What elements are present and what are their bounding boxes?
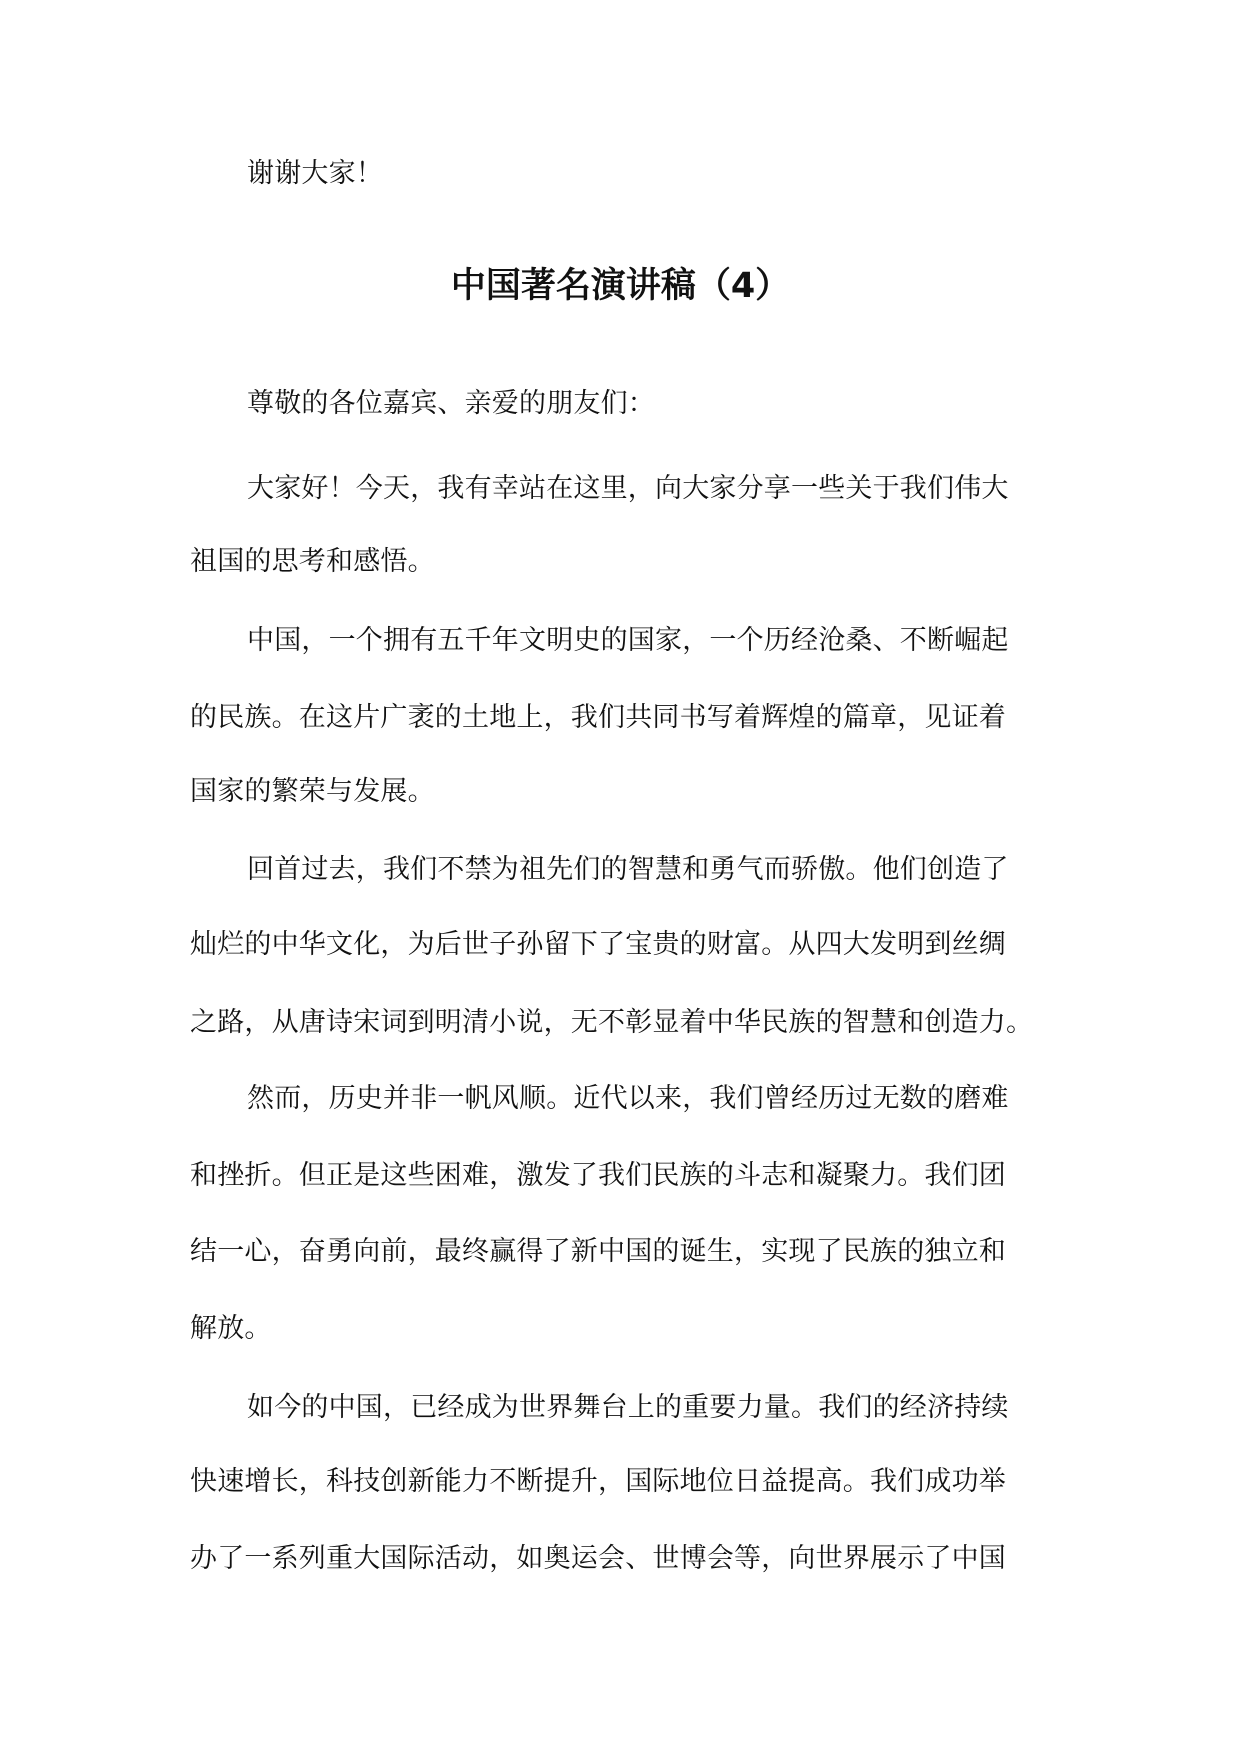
body-line: 办了一系列重大国际活动，如奥运会、世博会等，向世界展示了中国 xyxy=(190,1543,1006,1574)
closing-line: 谢谢大家！ xyxy=(247,158,383,189)
speech-title: 中国著名演讲稿（4） xyxy=(450,266,791,306)
body-line: 国家的繁荣与发展。 xyxy=(190,776,435,807)
body-line: 的民族。在这片广袤的土地上，我们共同书写着辉煌的篇章，见证着 xyxy=(190,702,1006,733)
body-line: 灿烂的中华文化，为后世子孙留下了宝贵的财富。从四大发明到丝绸 xyxy=(190,929,1006,960)
body-line: 解放。 xyxy=(190,1313,272,1344)
body-line: 祖国的思考和感悟。 xyxy=(190,546,435,577)
body-line: 快速增长，科技创新能力不断提升，国际地位日益提高。我们成功举 xyxy=(190,1466,1006,1497)
body-line: 大家好！今天，我有幸站在这里，向大家分享一些关于我们伟大 xyxy=(247,473,1009,504)
body-line: 回首过去，我们不禁为祖先们的智慧和勇气而骄傲。他们创造了 xyxy=(247,854,1009,885)
salutation-line: 尊敬的各位嘉宾、亲爱的朋友们： xyxy=(247,388,655,419)
body-line: 如今的中国，已经成为世界舞台上的重要力量。我们的经济持续 xyxy=(247,1392,1009,1423)
body-line: 之路，从唐诗宋词到明清小说，无不彰显着中华民族的智慧和创造力。 xyxy=(190,1007,1034,1038)
body-line: 中国，一个拥有五千年文明史的国家，一个历经沧桑、不断崛起 xyxy=(247,625,1009,656)
body-line: 和挫折。但正是这些困难，激发了我们民族的斗志和凝聚力。我们团 xyxy=(190,1160,1006,1191)
body-line: 结一心，奋勇向前，最终赢得了新中国的诞生，实现了民族的独立和 xyxy=(190,1236,1006,1267)
body-line: 然而，历史并非一帆风顺。近代以来，我们曾经历过无数的磨难 xyxy=(247,1083,1009,1114)
